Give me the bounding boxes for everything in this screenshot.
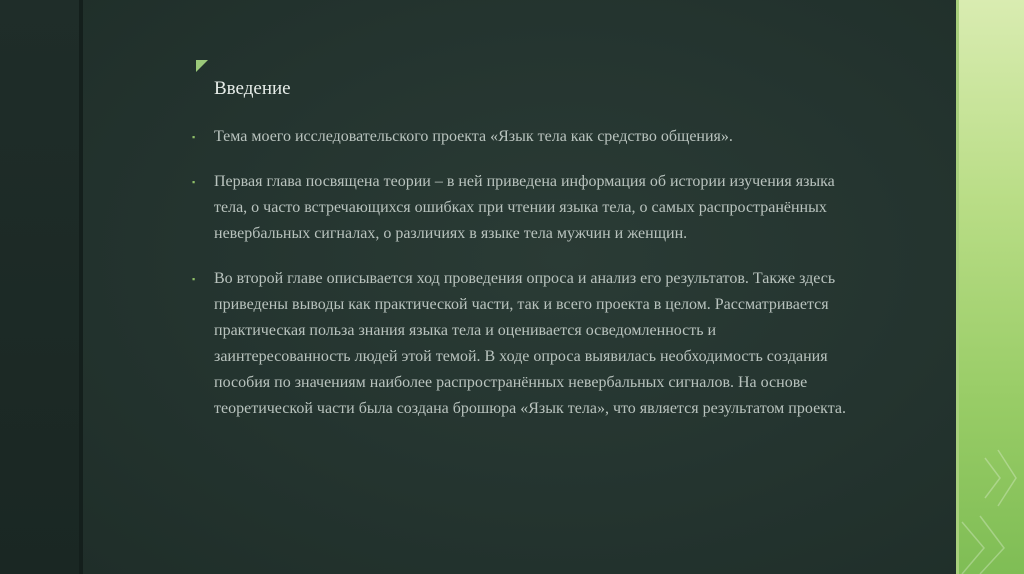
bullet-item-chapter-two bbox=[192, 266, 852, 422]
right-green-accent-bar bbox=[956, 0, 1024, 574]
bullet-text: Тема моего исследовательского проекта «Язык тела как средство общения». bbox=[214, 128, 733, 145]
right-bar-edge bbox=[956, 0, 959, 574]
left-dark-panel bbox=[0, 0, 79, 574]
square-bullet-icon: ▪ bbox=[192, 132, 196, 142]
bullet-item-chapter-one bbox=[192, 169, 852, 247]
bullet-list bbox=[192, 124, 852, 441]
corner-triangle-icon bbox=[196, 60, 208, 72]
square-bullet-icon: ▪ bbox=[192, 177, 196, 187]
bullet-text: Первая глава посвящена теории – в ней приведена информация об истории изучения языка тела, о часто встречающихся ошибках при чтении языка тела, о самых распространённых невербальных сигналах, о различиях в языке тела мужчин и женщин. bbox=[214, 173, 835, 242]
square-bullet-icon: ▪ bbox=[192, 274, 196, 284]
bullet-item-topic bbox=[192, 124, 852, 150]
bullet-text: Во второй главе описывается ход проведения опроса и анализ его результатов. Также здесь приведены выводы как практической части, так и всего проекта в целом. Рассматривается практическая польза знания языка тела и оценивается осведомленность и заинтересованность людей этой темой. В ходе опроса выявилась необходимость создания пособия по значениям наиболее распространённых невербальных сигналов. На основе теоретической части была создана брошюра «Язык тела», что является результатом проекта. bbox=[214, 270, 847, 417]
slide-title: Введение bbox=[214, 78, 291, 99]
